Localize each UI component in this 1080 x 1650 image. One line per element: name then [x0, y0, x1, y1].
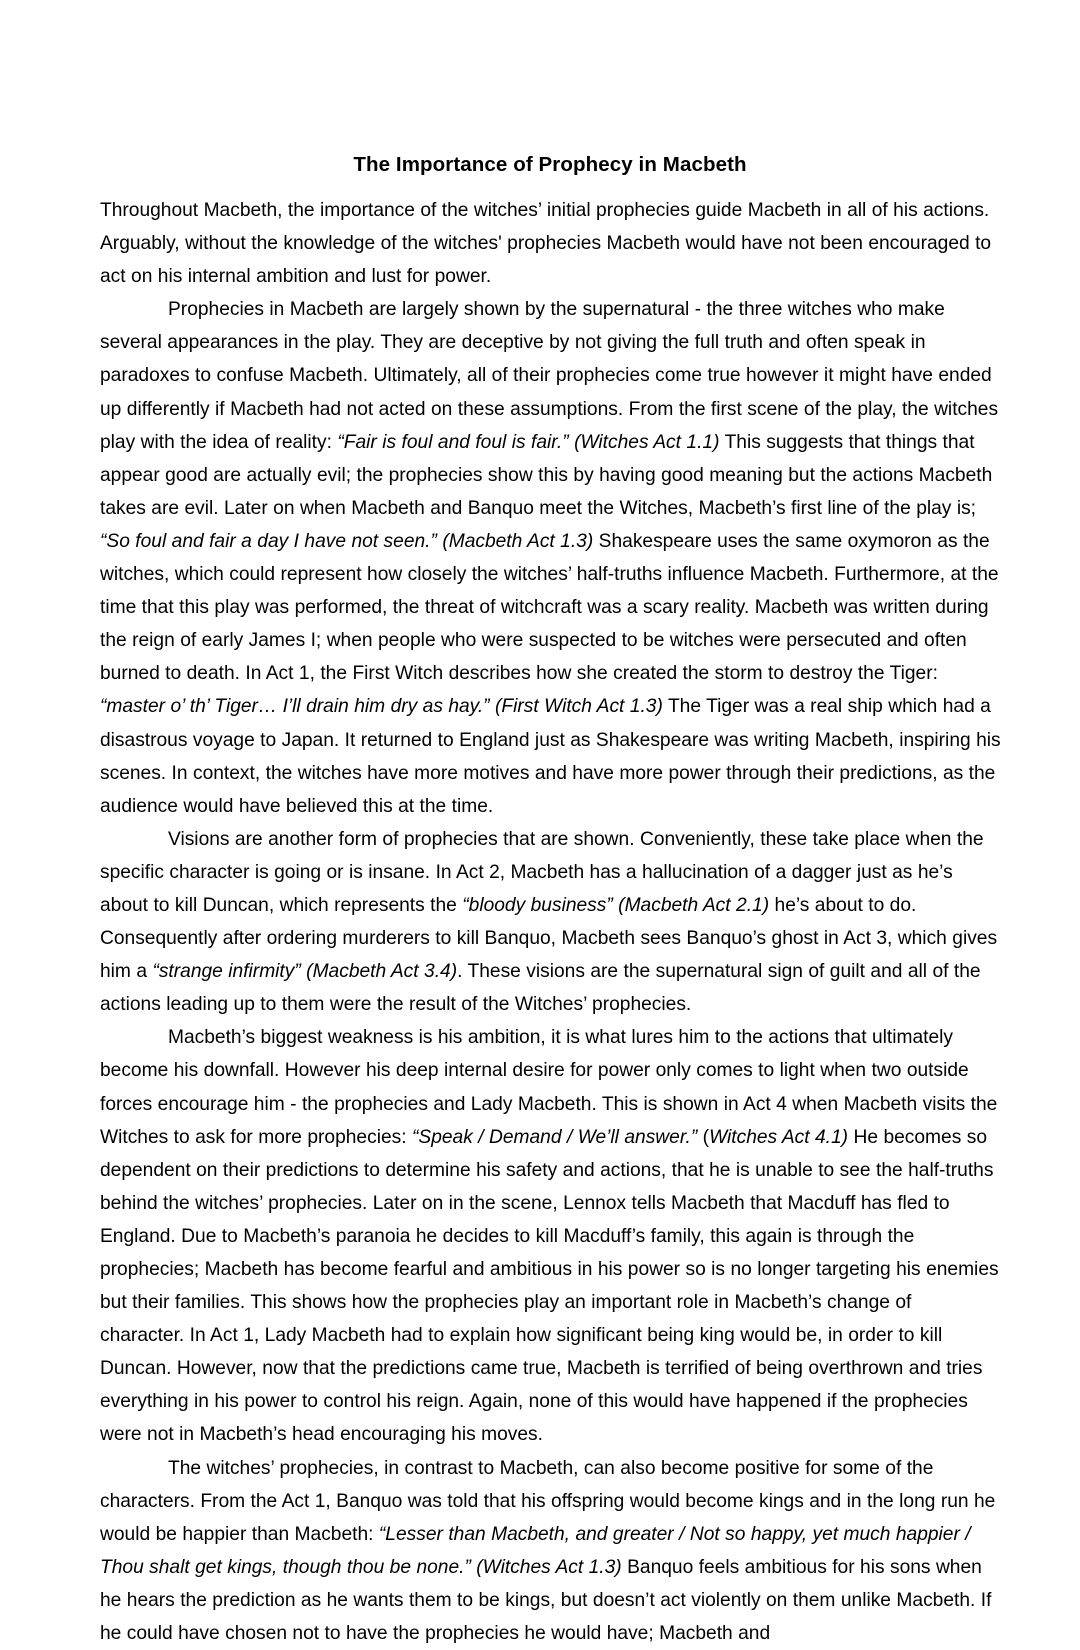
- paragraph-4: [100, 1021, 1001, 1451]
- quotation: “Lesser than Macbeth, and greater / Not so happy, yet much happier / Thou shalt get kings, though thou be none.” (Witches Act 1.3): [100, 1523, 971, 1578]
- quotation: “master o’ th’ Tiger… I’ll drain him dry as hay.” (First Witch Act 1.3): [100, 696, 663, 718]
- text-run: he’s about to do. Consequently after ordering murderers to kill Banquo, Macbeth sees Banquo’s ghost in Act 3, which gives him a: [100, 894, 998, 983]
- text-run: The witches’ prophecies, in contrast to Macbeth, can also become positive for some of the characters. From the Act 1, Banquo was told that his offspring would become kings and in the long run he would be happier than Macbeth:: [100, 1457, 996, 1545]
- document-body: [100, 194, 1001, 1650]
- quotation: Witches Act 4.1): [709, 1126, 849, 1148]
- text-run: (: [697, 1126, 710, 1148]
- paragraph-1: [100, 194, 1001, 293]
- text-run: Throughout Macbeth, the importance of the witches’ initial prophecies guide Macbeth in all of his actions. Arguably, without the knowledge of the witches' prophecies Macbeth would have not been encouraged to act on his internal ambition and lust for power.: [100, 200, 992, 288]
- text-run: Shakespeare uses the same oxymoron as the witches, which could represent how closely the witches’ half-truths influence Macbeth. Furthermore, at the time that this play was performed, the threat of witchcraft was a scary reality. Macbeth was written during the reign of early James I; when people who were suspected to be witches were persecuted and often burned to death. In Act 1, the First Witch describes how she created the storm to destroy the Tiger:: [100, 530, 999, 685]
- text-run: Prophecies in Macbeth are largely shown by the supernatural - the three witches who make several appearances in the play. They are deceptive by not giving the full truth and often speak in paradoxes to confuse Macbeth. Ultimately, all of their prophecies come true however it might have ended up differently if Macbeth had not acted on these assumptions. From the first scene of the play, the witches play with the idea of reality:: [100, 299, 999, 453]
- quotation: “Fair is foul and foul is fair.” (Witches Act 1.1): [337, 431, 720, 453]
- page-title: The Importance of Prophecy in Macbeth: [353, 152, 747, 176]
- text-run: Macbeth’s biggest weakness is his ambition, it is what lures him to the actions that ultimately become his downfall. However his deep internal desire for power only comes to light when two outside forces encourage him - the prophecies and Lady Macbeth. This is shown in Act 4 when Macbeth visits the Witches to ask for more prophecies:: [100, 1027, 998, 1148]
- text-run: Visions are another form of prophecies that are shown. Conveniently, these take place when the specific character is going or is insane. In Act 2, Macbeth has a hallucination of a dagger just as he’s about to kill Duncan, which represents the: [100, 828, 984, 916]
- paragraph-2: [100, 293, 1001, 823]
- text-run: The Tiger was a real ship which had a disastrous voyage to Japan. It returned to England just as Shakespeare was writing Macbeth, inspiring his scenes. In context, the witches have more motives and have more power through their predictions, as the audience would have believed this at the time.: [100, 696, 1001, 817]
- text-run: This suggests that things that appear good are actually evil; the prophecies show this by having good meaning but the actions Macbeth takes are evil. Later on when Macbeth and Banquo meet the Witches, Macbeth’s first line of the play is;: [100, 431, 993, 519]
- text-run: . These visions are the supernatural sign of guilt and all of the actions leading up to them were the result of the Witches’ prophecies.: [100, 961, 981, 1016]
- text-run: Banquo feels ambitious for his sons when he hears the prediction as he wants them to be kings, but doesn’t act violently on them unlike Macbeth. If he could have chosen not to have the prophecies he would have; Macbeth and: [100, 1556, 992, 1645]
- quotation: “So foul and fair a day I have not seen.” (Macbeth Act 1.3): [100, 530, 594, 552]
- text-run: He becomes so dependent on their predictions to determine his safety and actions, that he is unable to see the half-truths behind the witches’ prophecies. Later on in the scene, Lennox tells Macbeth that Macduff has fled to England. Due to Macbeth’s paranoia he decides to kill Macduff’s family, this again is through the prophecies; Macbeth has become fearful and ambitious in his power so is no longer targeting his enemies but their families. This shows how the prophecies play an important role in Macbeth’s change of character. In Act 1, Lady Macbeth had to explain how significant being king would be, in order to kill Duncan. However, now that the predictions came true, Macbeth is terrified of being overthrown and tries everything in his power to control his reign. Again, none of this would have happened if the prophecies were not in Macbeth’s head encouraging his moves.: [100, 1126, 999, 1446]
- quotation: “Speak / Demand / We’ll answer.”: [412, 1126, 698, 1148]
- paragraph-3: [100, 823, 1001, 1022]
- quotation: “bloody business” (Macbeth Act 2.1): [462, 894, 770, 916]
- paragraph-5: [100, 1452, 1001, 1650]
- quotation: “strange infirmity” (Macbeth Act 3.4): [152, 961, 458, 983]
